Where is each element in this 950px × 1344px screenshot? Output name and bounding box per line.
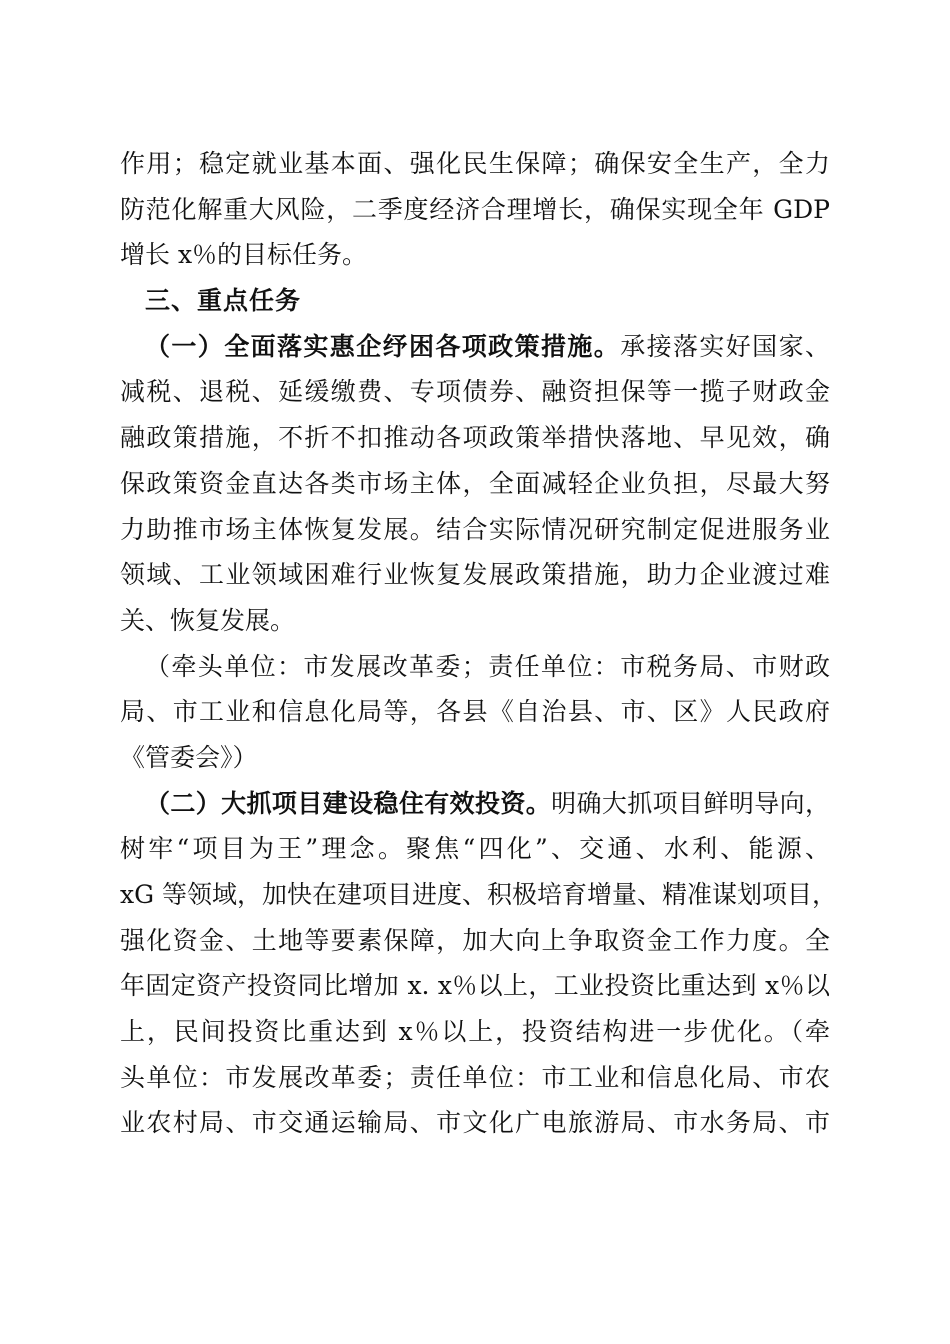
paragraph-line: 树牢“项目为王”理念。聚焦“四化”、交通、水利、能源、 xyxy=(120,834,830,864)
paragraph-line: 年固定资产投资同比增加 x. x％以上，工业投资比重达到 x％以 xyxy=(120,971,830,1001)
paragraph-text: 明确大抓项目鲜明导向， xyxy=(551,788,830,818)
paragraph-line: 头单位：市发展改革委；责任单位：市工业和信息化局、市农 xyxy=(120,1062,830,1092)
paragraph-line xyxy=(120,324,830,370)
paragraph-line: 增长 x％的目标任务。 xyxy=(120,240,368,270)
paragraph-text: 承接落实好国家、 xyxy=(620,331,830,361)
section-heading: 三、重点任务 xyxy=(145,286,302,316)
paragraph-line: 融政策措施，不折不扣推动各项政策举措快落地、早见效，确 xyxy=(120,423,830,453)
paragraph-line: xG 等领域，加快在建项目进度、积极培育增量、精准谋划项目， xyxy=(120,880,838,909)
paragraph-line: 上，民间投资比重达到 x％以上，投资结构进一步优化。（牵 xyxy=(120,1017,830,1047)
paragraph-line: 作用；稳定就业基本面、强化民生保障；确保安全生产，全力 xyxy=(120,149,830,178)
responsibility-line: 《管委会》） xyxy=(120,742,258,772)
item-title: （一）全面落实惠企纾困各项政策措施。 xyxy=(145,331,621,361)
paragraph-line: 领域、工业领域困难行业恢复发展政策措施，助力企业渡过难 xyxy=(120,560,830,590)
document-body xyxy=(120,141,838,1146)
paragraph-line: 力助推市场主体恢复发展。结合实际情况研究制定促进服务业 xyxy=(120,514,830,544)
paragraph-line: 强化资金、土地等要素保障，加大向上争取资金工作力度。全 xyxy=(120,925,830,955)
paragraph-line: 减税、退税、延缓缴费、专项债券、融资担保等一揽子财政金 xyxy=(120,377,830,407)
responsibility-line: 局、市工业和信息化局等，各县《自治县、市、区》人民政府 xyxy=(120,697,830,727)
paragraph-line: 业农村局、市交通运输局、市文化广电旅游局、市水务局、市 xyxy=(120,1108,830,1138)
paragraph-line: 防范化解重大风险，二季度经济合理增长，确保实现全年 GDP xyxy=(120,194,830,224)
responsibility-line: （牵头单位：市发展改革委；责任单位：市税务局、市财政 xyxy=(145,651,830,681)
paragraph-line: 保政策资金直达各类市场主体，全面减轻企业负担，尽最大努 xyxy=(120,468,830,498)
item-title: （二）大抓项目建设稳住有效投资。 xyxy=(145,788,552,818)
paragraph-line: 关、恢复发展。 xyxy=(120,605,296,635)
paragraph-line xyxy=(120,781,830,827)
